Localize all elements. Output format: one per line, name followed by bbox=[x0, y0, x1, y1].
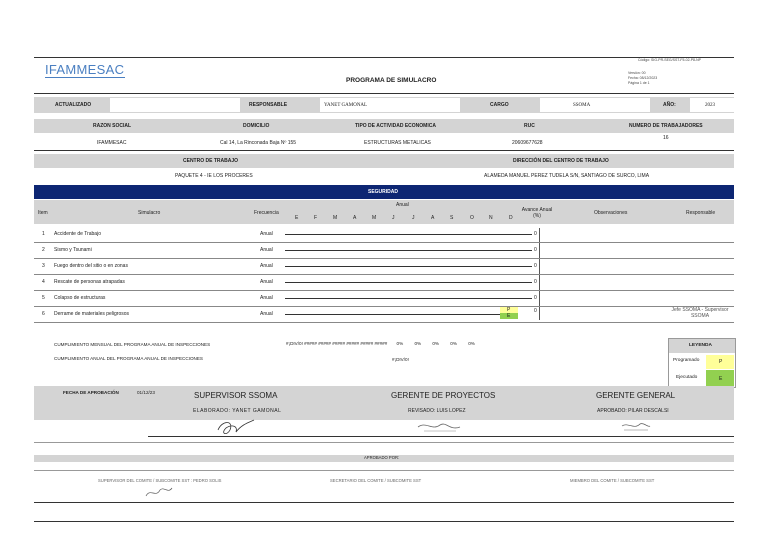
month-n: N bbox=[489, 215, 493, 221]
responsable-label: RESPONSABLE bbox=[249, 102, 288, 108]
doc-code: Código: SIG-PR-SEG/SST-F5-02-P8-NP bbox=[638, 58, 702, 62]
programado-mark: P bbox=[507, 307, 511, 313]
legend-title: LEYENDA bbox=[689, 343, 712, 348]
comite-miembro: MIEMBRO DEL COMITE / SUBCOMITE SST bbox=[570, 478, 655, 483]
month-a1: A bbox=[353, 215, 357, 221]
month-f: F bbox=[314, 215, 318, 221]
cargo-label: CARGO bbox=[490, 102, 509, 108]
ano-label: AÑO: bbox=[663, 102, 676, 108]
domicilio-value: Cal 14, La Rinconada Baja Nº 155 bbox=[220, 140, 297, 146]
ruc-value: 20609677628 bbox=[512, 140, 543, 146]
legend-box bbox=[668, 338, 736, 388]
comite-supervisor: SUPERVISOR DEL COMITE / SUBCOMITE SST : PEDRO SOLIS bbox=[98, 478, 222, 483]
row-simulacro: Accidente de Trabajo bbox=[54, 231, 101, 237]
ejecutado-mark: E bbox=[507, 313, 511, 319]
row-frecuencia: Anual bbox=[260, 279, 273, 285]
seguridad-title: SEGURIDAD bbox=[368, 189, 399, 195]
monthly-hash: ##### bbox=[304, 341, 317, 346]
anual-value: #¡DIV/0! bbox=[392, 357, 409, 362]
centro-value: PAQUETE 4 - IE LOS PROCERES bbox=[175, 173, 253, 179]
direccion-value: ALAMEDA MANUEL PEREZ TUDELA S/N, SANTIAGO DE SURCO, LIMA bbox=[484, 173, 650, 179]
legend-ejecutado-code: E bbox=[719, 376, 723, 382]
row-number: 3 bbox=[42, 263, 45, 269]
month-s: S bbox=[450, 215, 454, 221]
row-frecuencia: Anual bbox=[260, 231, 273, 237]
row-simulacro: Fuego dentro del sitio o en zonas bbox=[54, 263, 128, 269]
row-simulacro: Rescate de personas atrapadas bbox=[54, 279, 125, 285]
row-number: 1 bbox=[42, 231, 45, 237]
supervisor-title: SUPERVISOR SSOMA bbox=[194, 391, 278, 400]
signature-comite bbox=[144, 484, 174, 500]
monthly-hash: ##### bbox=[332, 341, 346, 346]
doc-page: Página 1 de 1 bbox=[628, 81, 650, 85]
row-avance: 0 bbox=[534, 279, 537, 285]
doc-meta bbox=[628, 58, 701, 86]
month-o: O bbox=[470, 215, 474, 221]
fecha-aprobacion-value: 01/12/23 bbox=[137, 390, 155, 395]
monthly-hash: ##### bbox=[360, 341, 374, 346]
row-frecuencia: Anual bbox=[260, 311, 273, 317]
month-header bbox=[285, 215, 520, 223]
trabajadores-value: 16 bbox=[663, 135, 669, 141]
doc-date: Fecha: 08/12/2023 bbox=[628, 76, 658, 80]
row-avance: 0 bbox=[534, 295, 537, 301]
monthly-div-error: #¡DIV/0! bbox=[286, 341, 303, 346]
fecha-aprobacion-label: FECHA DE APROBACIÓN bbox=[63, 390, 119, 395]
monthly-hash: ##### bbox=[318, 341, 331, 346]
row-simulacro: Sismo y Tsunami bbox=[54, 247, 92, 253]
signature-revisado bbox=[416, 419, 464, 435]
row-frecuencia: Anual bbox=[260, 247, 273, 253]
monthly-values bbox=[286, 341, 475, 346]
comite-secretario: SECRETARIO DEL COMITE / SUBCOMITE SST bbox=[330, 478, 422, 483]
monthly-zero: 0% bbox=[432, 341, 439, 346]
row-number: 2 bbox=[42, 247, 45, 253]
month-m2: M bbox=[372, 215, 377, 221]
monthly-zero: 0% bbox=[450, 341, 457, 346]
razon-social-label: RAZON SOCIAL bbox=[93, 123, 132, 129]
company-logo: IFAMMESAC bbox=[45, 62, 125, 77]
monthly-zero: 0% bbox=[414, 341, 422, 346]
gerente-general-title: GERENTE GENERAL bbox=[596, 391, 676, 400]
signature-elaborado bbox=[212, 418, 258, 438]
legend-programado-code: P bbox=[719, 359, 723, 365]
row-simulacro: Colapso de estructuras bbox=[54, 295, 106, 301]
cargo-value: SSOMA bbox=[573, 103, 591, 108]
col-anual: Anual bbox=[396, 202, 409, 208]
col-responsable: Responsable bbox=[686, 210, 716, 216]
row-number: 6 bbox=[42, 311, 45, 317]
month-j2: J bbox=[412, 215, 415, 221]
actividad-label: TIPO DE ACTIVIDAD ECONOMICA bbox=[355, 123, 436, 129]
month-a2: A bbox=[431, 215, 435, 221]
row-responsable: Jefe SSOMA - Supervisor SSOMA bbox=[671, 307, 729, 319]
legend-ejecutado-label: Ejecutado bbox=[676, 375, 698, 380]
aprobado-por-label: APROBADO POR: bbox=[364, 455, 400, 460]
trabajadores-label: NUMERO DE TRABAJADORES bbox=[629, 123, 703, 129]
revisado-label: REVISADO: LUIS LOPEZ bbox=[408, 408, 466, 414]
row-number: 5 bbox=[42, 295, 45, 301]
monthly-zero: 0% bbox=[468, 341, 475, 346]
row-simulacro: Derrame de materiales peligrosos bbox=[54, 311, 130, 317]
month-e: E bbox=[295, 215, 299, 221]
centro-label: CENTRO DE TRABAJO bbox=[183, 158, 239, 164]
responsable-value: YANET GAMONAL bbox=[324, 103, 368, 108]
col-simulacro: Simulacro bbox=[138, 210, 161, 216]
month-d: D bbox=[509, 215, 513, 221]
signature-aprobado bbox=[620, 420, 652, 434]
row-avance: 0 bbox=[534, 231, 537, 237]
month-j1: J bbox=[392, 215, 395, 221]
legend-programado-label: Programado bbox=[673, 358, 700, 363]
col-observaciones: Observaciones bbox=[594, 210, 628, 216]
direccion-label: DIRECCIÓN DEL CENTRO DE TRABAJO bbox=[513, 158, 609, 164]
doc-version: Versión: 00 bbox=[628, 71, 646, 75]
cumplimiento-mensual-label: CUMPLIMIENTO MENSUAL DEL PROGRAMA ANUAL DE INSPECCIONES bbox=[54, 342, 211, 347]
row-avance: 0 bbox=[534, 308, 537, 314]
row-frecuencia: Anual bbox=[260, 263, 273, 269]
monthly-hash: ##### bbox=[346, 341, 360, 346]
col-item: Item bbox=[38, 210, 48, 216]
elaborado-label: ELABORADO: YANET GAMONAL bbox=[193, 408, 282, 414]
ano-value: 2023 bbox=[705, 103, 715, 108]
col-avance: Avance Anual (%) bbox=[521, 207, 553, 219]
row-avance: 0 bbox=[534, 247, 537, 253]
page-title: PROGRAMA DE SIMULACRO bbox=[346, 77, 437, 84]
actividad-value: ESTRUCTURAS METALICAS bbox=[364, 140, 431, 146]
cumplimiento-anual-label: CUMPLIMIENTO ANUAL DEL PROGRAMA ANUAL DE INSPECCIONES bbox=[54, 356, 203, 361]
monthly-hash: ##### bbox=[374, 341, 388, 346]
row-number: 4 bbox=[42, 279, 45, 285]
ruc-label: RUC bbox=[524, 123, 535, 129]
aprobado-label: APROBADO: PILAR DESCALSI bbox=[597, 408, 669, 414]
col-frecuencia: Frecuencia bbox=[254, 210, 279, 216]
monthly-zero: 0% bbox=[396, 341, 404, 346]
row-avance: 0 bbox=[534, 263, 537, 269]
gerente-proyectos-title: GERENTE DE PROYECTOS bbox=[391, 391, 496, 400]
month-m1: M bbox=[333, 215, 338, 221]
razon-social-value: IFAMMESAC bbox=[97, 140, 127, 146]
row-frecuencia: Anual bbox=[260, 295, 273, 301]
domicilio-label: DOMICILIO bbox=[243, 123, 270, 129]
actualizado-label: ACTUALIZADO bbox=[55, 102, 92, 108]
